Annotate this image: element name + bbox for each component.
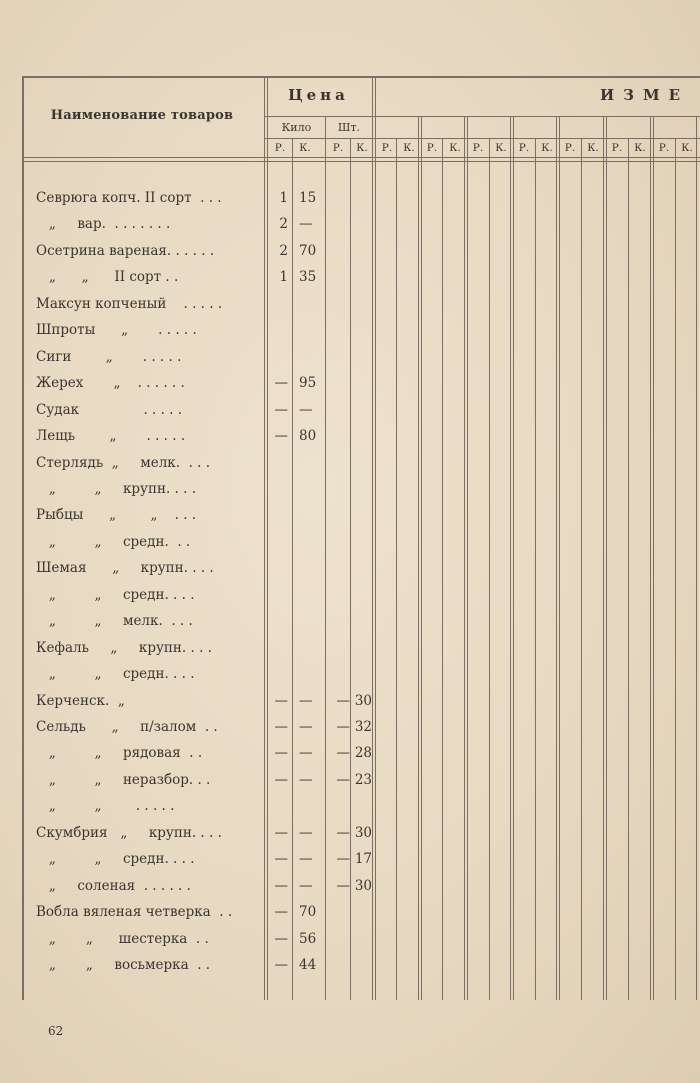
price-kilo-kop: —: [299, 771, 313, 788]
price-kilo-kop: —: [299, 401, 313, 418]
price-kilo-rub: [270, 530, 288, 554]
item-name: „ „ шестерка . .: [36, 930, 209, 947]
price-kilo-kop: [293, 345, 323, 369]
price-piece-kop: [350, 451, 372, 475]
item-name: „ вар. . . . . . . .: [36, 216, 171, 233]
item-name: Стерлядь „ мелк. . . .: [36, 454, 211, 471]
price-kilo-kop: [293, 451, 323, 475]
item-name: „ „ средн. . . .: [36, 851, 195, 868]
price-kilo-rub: 1: [279, 190, 288, 206]
price-piece-rub: —: [336, 719, 350, 735]
price-piece-kop: [350, 900, 372, 924]
price-piece-rub: —: [336, 771, 350, 788]
item-name: „ соленая . . . . . .: [36, 877, 191, 894]
price-kilo-rub: [270, 292, 288, 316]
price-kilo-rub: —: [274, 771, 288, 788]
table-row: [0, 451, 700, 475]
name-column-header: Наименование товаров: [50, 108, 234, 123]
price-piece-rub: [328, 186, 350, 210]
price-piece-kop: 28: [354, 745, 372, 762]
table-row: [0, 715, 700, 739]
table-row: [0, 900, 700, 924]
price-piece-rub: [328, 265, 350, 289]
price-piece-rub: [328, 451, 350, 475]
price-kilo-rub: [270, 318, 288, 342]
price-piece-rub: [328, 556, 350, 580]
price-piece-rub: [328, 424, 350, 448]
item-name: Шемая „ крупн. . . .: [36, 560, 214, 577]
price-piece-kop: [350, 662, 372, 686]
item-name: „ „ средн. . . .: [36, 586, 195, 603]
table-row: [0, 689, 700, 713]
price-piece-kop: 17: [354, 851, 372, 868]
rub-unit-label: Р.: [518, 142, 530, 154]
price-kilo-kop: —: [299, 745, 313, 762]
price-piece-kop: [350, 583, 372, 607]
price-piece-kop: 30: [354, 824, 372, 841]
item-name: „ „ неразбор. . .: [36, 771, 211, 788]
table-row: [0, 424, 700, 448]
price-kilo-rub: —: [274, 877, 288, 894]
price-piece-rub: [328, 609, 350, 633]
price-piece-rub: —: [336, 824, 350, 841]
price-kilo-kop: [293, 794, 323, 818]
price-kilo-kop: [293, 292, 323, 316]
item-name: Осетрина вареная. . . . . .: [36, 242, 215, 259]
price-kilo-kop: —: [299, 692, 313, 709]
table-row: [0, 953, 700, 977]
price-piece-rub: [328, 477, 350, 501]
price-kilo-rub: [270, 345, 288, 369]
price-kilo-rub: [270, 636, 288, 660]
table-row: [0, 741, 700, 765]
table-row: [0, 503, 700, 527]
price-kilo-kop: —: [299, 851, 313, 868]
table-row: [0, 556, 700, 580]
item-name: Сиги „ . . . . .: [36, 348, 182, 365]
rub-unit-label: Р.: [472, 142, 484, 154]
price-piece-kop: [350, 398, 372, 422]
item-name: „ „ крупн. . . .: [36, 480, 196, 497]
change-column-header: ИЗМЕ: [600, 86, 690, 104]
table-row: [0, 477, 700, 501]
price-kilo-kop: 44: [299, 957, 317, 974]
price-piece-kop: [350, 292, 372, 316]
kop-unit-label: К.: [403, 142, 415, 154]
price-piece-rub: [328, 345, 350, 369]
kop-unit-label: К.: [541, 142, 553, 154]
item-name: Судак . . . . .: [36, 401, 183, 418]
table-row: [0, 821, 700, 845]
price-piece-kop: [350, 212, 372, 236]
table-row: [0, 609, 700, 633]
price-kilo-rub: —: [274, 904, 288, 921]
kop-unit-label: К.: [681, 142, 693, 154]
subheader-rule: [264, 116, 700, 117]
price-kilo-rub: —: [274, 851, 288, 868]
price-piece-kop: [350, 794, 372, 818]
price-kilo-kop: 15: [299, 190, 317, 206]
price-kilo-rub: —: [274, 824, 288, 841]
table-row: [0, 318, 700, 342]
table-row: [0, 186, 700, 210]
kop-unit-label: К.: [587, 142, 599, 154]
item-name: Вобла вяленая четверка . .: [36, 904, 233, 921]
price-piece-kop: [350, 953, 372, 977]
price-kilo-rub: —: [274, 375, 288, 392]
item-name: Жерех „ . . . . . .: [36, 375, 185, 392]
price-kilo-rub: [270, 477, 288, 501]
item-name: Лещь „ . . . . .: [36, 428, 186, 445]
item-name: Кефаль „ крупн. . . .: [36, 639, 212, 656]
price-kilo-kop: [293, 530, 323, 554]
price-kilo-kop: [293, 477, 323, 501]
price-column-header: Цена: [288, 86, 349, 104]
price-piece-kop: 23: [354, 771, 372, 788]
price-piece-kop: [350, 186, 372, 210]
kop-unit-label: К.: [299, 142, 311, 154]
price-piece-rub: —: [336, 692, 350, 709]
price-kilo-kop: 56: [299, 930, 317, 947]
price-kilo-rub: [270, 451, 288, 475]
rub-unit-label: Р.: [658, 142, 670, 154]
price-piece-rub: [328, 927, 350, 951]
table-row: [0, 212, 700, 236]
item-name: „ „ II сорт . .: [36, 269, 179, 286]
table-row: [0, 265, 700, 289]
item-name: Севрюга копч. II сорт . . .: [36, 190, 222, 206]
price-kilo-rub: —: [274, 401, 288, 418]
price-kilo-rub: [270, 583, 288, 607]
kop-unit-label: К.: [634, 142, 646, 154]
price-kilo-kop: [293, 503, 323, 527]
price-piece-kop: [350, 477, 372, 501]
price-kilo-kop: 70: [299, 242, 317, 259]
price-kilo-rub: 2: [279, 242, 288, 259]
price-kilo-rub: [270, 794, 288, 818]
price-piece-rub: [328, 583, 350, 607]
price-kilo-rub: [270, 503, 288, 527]
price-piece-rub: [328, 239, 350, 263]
price-piece-rub: [328, 212, 350, 236]
table-row: [0, 794, 700, 818]
price-piece-kop: [350, 530, 372, 554]
rub-unit-label: Р.: [564, 142, 576, 154]
price-kilo-rub: —: [274, 692, 288, 709]
price-kilo-rub: —: [274, 957, 288, 974]
kop-unit-label: К.: [356, 142, 368, 154]
price-piece-rub: [328, 503, 350, 527]
price-kilo-kop: —: [299, 719, 313, 735]
price-piece-rub: —: [336, 745, 350, 762]
price-kilo-kop: —: [299, 877, 313, 894]
rub-unit-label: Р.: [332, 142, 344, 154]
price-piece-kop: [350, 636, 372, 660]
table-row: [0, 662, 700, 686]
item-name: „ „ . . . . .: [36, 798, 175, 815]
item-name: „ „ восьмерка . .: [36, 957, 211, 974]
item-name: Скумбрия „ крупн. . . .: [36, 824, 222, 841]
price-kilo-kop: [293, 662, 323, 686]
price-kilo-rub: 2: [279, 216, 288, 233]
price-piece-rub: [328, 371, 350, 395]
item-name: Керченск. „: [36, 692, 125, 709]
price-kilo-kop: [293, 318, 323, 342]
price-kilo-kop: [293, 609, 323, 633]
price-kilo-kop: 70: [299, 904, 317, 921]
page-number: 62: [48, 1024, 64, 1038]
price-kilo-kop: —: [299, 216, 313, 233]
item-name: Максун копченый . . . . .: [36, 295, 223, 312]
table-row: [0, 768, 700, 792]
item-name: „ „ рядовая . .: [36, 745, 203, 762]
price-piece-rub: [328, 953, 350, 977]
table-row: [0, 583, 700, 607]
table-row: [0, 530, 700, 554]
price-piece-kop: [350, 318, 372, 342]
price-kilo-rub: 1: [279, 269, 288, 286]
table-top-rule: [22, 76, 700, 78]
rub-unit-label: Р.: [274, 142, 286, 154]
price-piece-kop: [350, 265, 372, 289]
price-piece-kop: [350, 345, 372, 369]
price-kilo-rub: —: [274, 428, 288, 445]
rub-unit-label: Р.: [381, 142, 393, 154]
price-piece-kop: 30: [354, 692, 372, 709]
rub-unit-label: Р.: [426, 142, 438, 154]
price-piece-rub: [328, 662, 350, 686]
price-kilo-rub: [270, 662, 288, 686]
price-piece-kop: [350, 927, 372, 951]
price-piece-rub: [328, 530, 350, 554]
table-row: [0, 398, 700, 422]
price-piece-rub: [328, 794, 350, 818]
kop-unit-label: К.: [495, 142, 507, 154]
price-piece-kop: [350, 503, 372, 527]
price-piece-kop: [350, 239, 372, 263]
table-row: [0, 345, 700, 369]
kop-unit-label: К.: [449, 142, 461, 154]
table-row: [0, 371, 700, 395]
table-row: [0, 874, 700, 898]
price-kilo-kop: 95: [299, 375, 317, 392]
price-piece-kop: 32: [354, 719, 372, 735]
price-piece-rub: [328, 636, 350, 660]
price-kilo-rub: —: [274, 745, 288, 762]
price-kilo-kop: 80: [299, 428, 317, 445]
price-piece-rub: [328, 292, 350, 316]
table-row: [0, 636, 700, 660]
price-piece-rub: [328, 398, 350, 422]
price-kilo-kop: [293, 636, 323, 660]
price-piece-kop: [350, 609, 372, 633]
item-name: „ „ средн. . .: [36, 533, 191, 550]
item-name: „ „ средн. . . .: [36, 666, 195, 683]
unit-rule: [264, 138, 700, 139]
price-kilo-rub: —: [274, 719, 288, 735]
header-bottom-rule-double: [22, 161, 700, 162]
price-piece-rub: —: [336, 877, 350, 894]
price-piece-rub: [328, 900, 350, 924]
per-kilo-header: Кило: [281, 121, 312, 134]
price-piece-kop: [350, 556, 372, 580]
table-row: [0, 927, 700, 951]
price-piece-kop: [350, 371, 372, 395]
price-piece-kop: [350, 424, 372, 448]
table-row: [0, 292, 700, 316]
item-name: Шпроты „ . . . . .: [36, 322, 197, 339]
price-kilo-rub: —: [274, 930, 288, 947]
table-row: [0, 239, 700, 263]
price-kilo-rub: [270, 556, 288, 580]
price-kilo-kop: [293, 556, 323, 580]
price-kilo-rub: [270, 609, 288, 633]
price-kilo-kop: 35: [299, 269, 317, 286]
item-name: Рыбцы „ „ . . .: [36, 507, 197, 524]
item-name: Сельдь „ п/залом . .: [36, 719, 218, 735]
price-kilo-kop: —: [299, 824, 313, 841]
header-bottom-rule: [22, 157, 700, 158]
per-piece-header: Шт.: [337, 121, 361, 134]
rub-unit-label: Р.: [611, 142, 623, 154]
item-name: „ „ мелк. . . .: [36, 613, 193, 630]
price-piece-kop: 30: [354, 877, 372, 894]
price-kilo-kop: [293, 583, 323, 607]
price-piece-rub: —: [336, 851, 350, 868]
price-piece-rub: [328, 318, 350, 342]
table-row: [0, 847, 700, 871]
